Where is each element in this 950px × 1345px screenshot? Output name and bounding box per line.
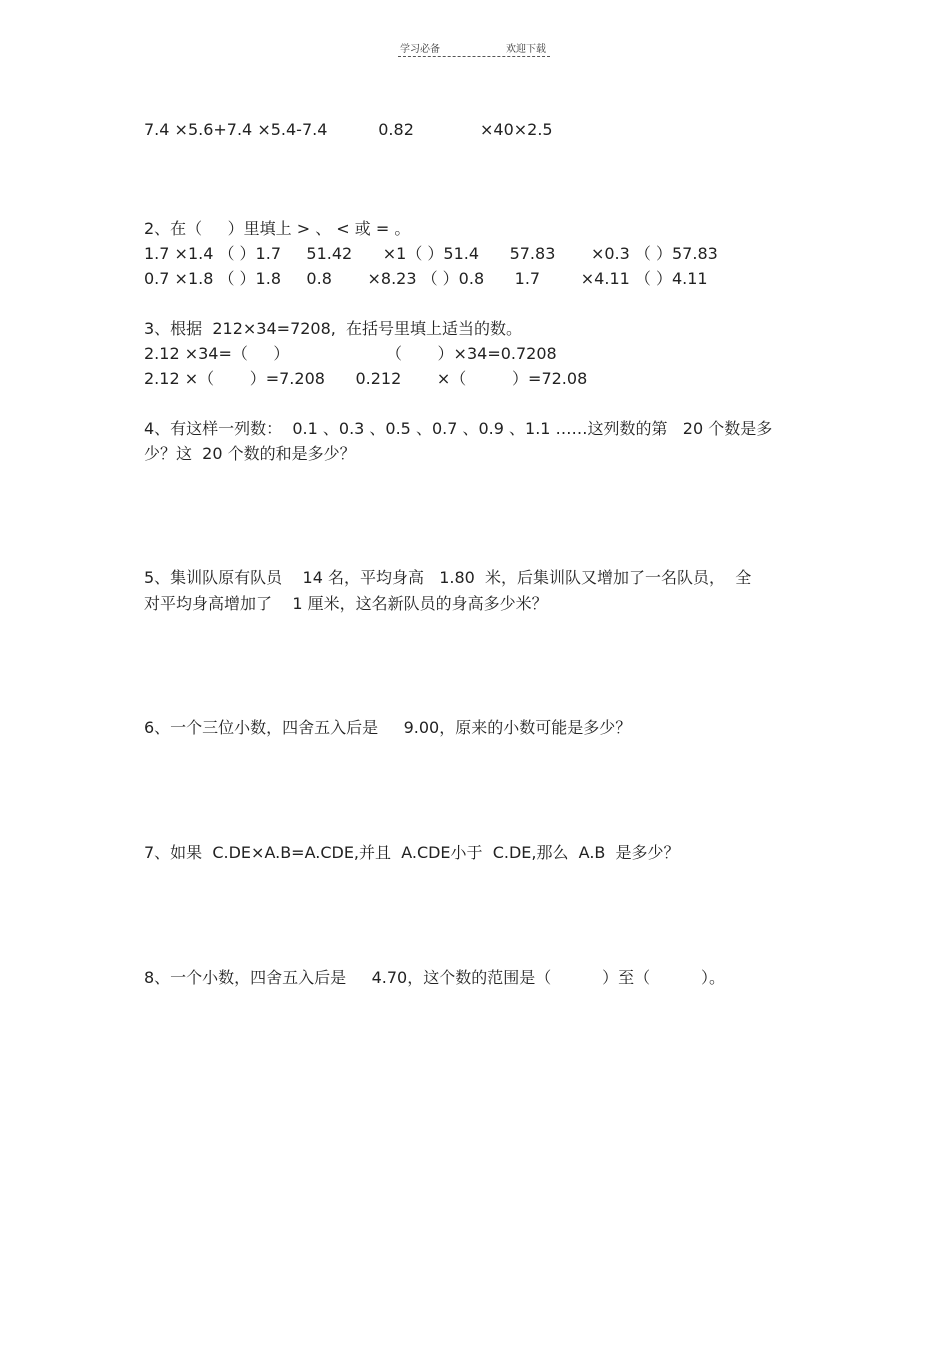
question-3-row-2: 2.12 ×（ ）=7.208 0.212 ×（ ）=72.08	[144, 369, 588, 388]
question-5-line-1: 5、集训队原有队员 14 名，平均身高 1.80 米，后集训队又增加了一名队员， 全	[144, 568, 752, 587]
header-left-text: 学习必备	[400, 44, 440, 55]
page-header	[398, 38, 550, 57]
question-2-title: 2、在（ ）里填上 > 、 < 或 = 。	[144, 219, 411, 238]
question-4-line-1: 4、有这样一列数： 0.1 、0.3 、0.5 、0.7 、0.9 、1.1 ……这列数的第 20 个数是多	[144, 419, 773, 438]
question-6: 6、一个三位小数，四舍五入后是 9.00，原来的小数可能是多少？	[144, 718, 632, 737]
question-4-line-2: 少？这 20 个数的和是多少？	[144, 444, 356, 463]
question-7: 7、如果 C.DE×A.B=A.CDE,并且 A.CDE小于 C.DE,那么 A.B 是多少？	[144, 843, 680, 862]
question-5-line-2: 对平均身高增加了 1 厘米，这名新队员的身高多少米？	[144, 594, 548, 613]
question-8: 8、一个小数，四舍五入后是 4.70，这个数的范围是（ ）至（ ）。	[144, 968, 725, 987]
header-right-text: 欢迎下载	[506, 44, 546, 55]
question-2-row-1: 1.7 ×1.4 （ ）1.7 51.42 ×1（ ）51.4 57.83 ×0.3 （ ）57.83	[144, 244, 718, 263]
question-3-row-1: 2.12 ×34=（ ） （ ）×34=0.7208	[144, 344, 557, 363]
expression-line: 7.4 ×5.6+7.4 ×5.4-7.4 0.82 ×40×2.5	[144, 120, 553, 139]
question-3-title: 3、根据 212×34=7208, 在括号里填上适当的数。	[144, 319, 523, 338]
question-2-row-2: 0.7 ×1.8 （ ）1.8 0.8 ×8.23 （ ）0.8 1.7 ×4.11 （ ）4.11	[144, 269, 708, 288]
